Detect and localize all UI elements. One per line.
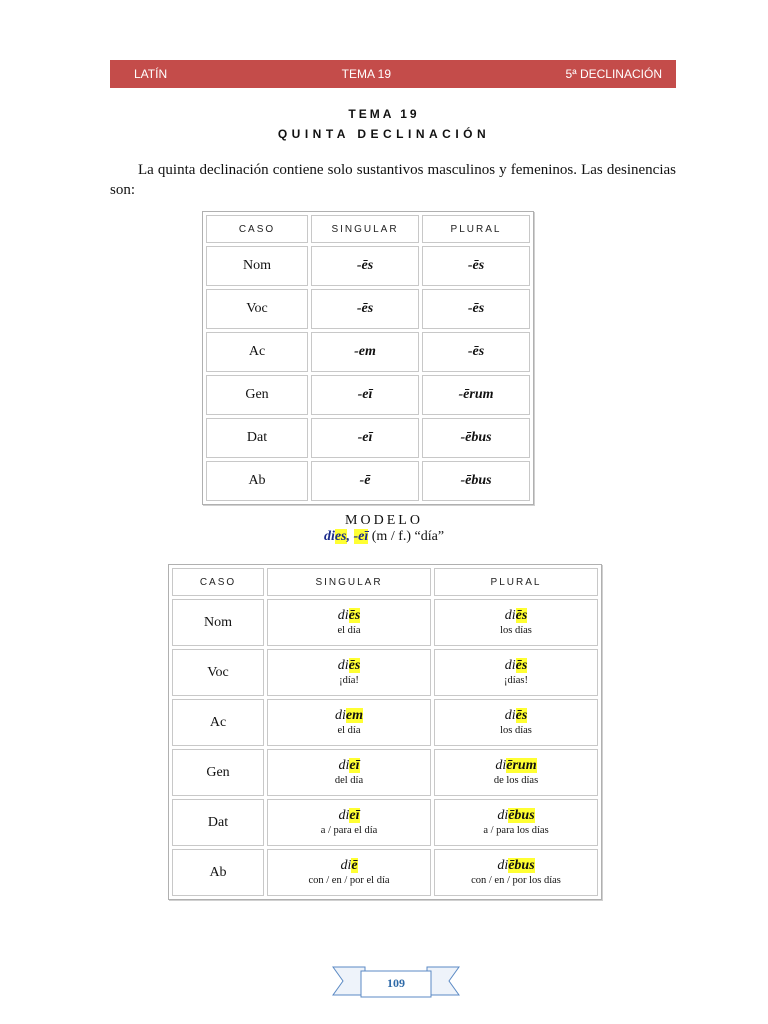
stem: di	[504, 608, 516, 623]
translation: los días	[500, 625, 532, 636]
model-paradigm-table	[168, 564, 602, 900]
translation: ¡días!	[504, 675, 528, 686]
stem: di	[337, 658, 349, 673]
singular-form-cell	[267, 799, 431, 846]
case-cell: Ab	[206, 461, 308, 501]
highlighted-ending: eī	[349, 808, 360, 823]
column-header-singular: SINGULAR	[311, 215, 419, 243]
case-cell: Nom	[206, 246, 308, 286]
plural-ending-cell: -ēs	[422, 289, 530, 329]
stem: di	[497, 808, 509, 823]
endings-table-header	[206, 215, 530, 243]
plural-ending-cell: -ēs	[422, 246, 530, 286]
case-cell: Dat	[172, 799, 264, 846]
singular-ending-cell: -em	[311, 332, 419, 372]
header-center: TEMA 19	[341, 67, 391, 81]
case-cell: Ac	[172, 699, 264, 746]
plural-form-cell	[434, 649, 598, 696]
modelo-separator: ,	[346, 529, 354, 544]
modelo-genitive-ending: -eī	[353, 529, 369, 544]
column-header-singular: SINGULAR	[267, 568, 431, 596]
modelo-word-ending: es	[334, 529, 347, 544]
page-number-ribbon	[331, 965, 461, 999]
table-row	[206, 332, 530, 372]
header-right: 5ª DECLINACIÓN	[565, 67, 662, 81]
translation: ¡día!	[339, 675, 359, 686]
stem: di	[335, 708, 346, 723]
plural-form-cell	[434, 749, 598, 796]
translation: de los días	[493, 775, 539, 786]
column-header-caso: CASO	[206, 215, 308, 243]
highlighted-ending: em	[345, 708, 363, 723]
table-row	[206, 375, 530, 415]
stem: di	[504, 708, 516, 723]
model-table-header	[172, 568, 598, 596]
singular-form-cell	[267, 749, 431, 796]
table-row	[172, 849, 598, 896]
stem: di	[497, 858, 509, 873]
page-subtitle: QUINTA DECLINACIÓN	[277, 127, 491, 141]
modelo-word-stem: di	[323, 529, 335, 544]
plural-ending-cell: -ēbus	[422, 418, 530, 458]
stem: di	[495, 758, 507, 773]
highlighted-ending: ēs	[515, 658, 528, 673]
modelo-gloss: (m / f.) “día”	[368, 529, 445, 544]
singular-ending-cell: -ē	[311, 461, 419, 501]
table-row	[172, 699, 598, 746]
case-cell: Gen	[206, 375, 308, 415]
translation: con / en / por los días	[471, 875, 561, 886]
table-row	[172, 599, 598, 646]
translation: a / para los días	[483, 825, 549, 836]
case-cell: Gen	[172, 749, 264, 796]
column-header-caso: CASO	[172, 568, 264, 596]
highlighted-ending: ēs	[515, 708, 528, 723]
modelo-heading: MODELO	[345, 513, 423, 528]
plural-form-cell	[434, 699, 598, 746]
highlighted-ending: ēbus	[508, 808, 535, 823]
page-title: TEMA 19	[348, 107, 420, 121]
table-row	[206, 461, 530, 501]
case-cell: Ac	[206, 332, 308, 372]
highlighted-ending: eī	[349, 758, 360, 773]
case-cell: Nom	[172, 599, 264, 646]
page-number: 109	[387, 976, 405, 990]
highlighted-ending: ē	[351, 858, 358, 873]
singular-form-cell	[267, 649, 431, 696]
intro-paragraph: La quinta declinación contiene solo sustantivos masculinos y femeninos. Las desinencias son:	[110, 162, 676, 198]
translation: con / en / por el día	[308, 875, 390, 886]
singular-form-cell	[267, 849, 431, 896]
table-row	[206, 246, 530, 286]
singular-ending-cell: -ēs	[311, 246, 419, 286]
table-row	[206, 418, 530, 458]
plural-form-cell	[434, 599, 598, 646]
highlighted-ending: ēs	[348, 608, 361, 623]
plural-ending-cell: -ērum	[422, 375, 530, 415]
column-header-plural: PLURAL	[434, 568, 598, 596]
stem: di	[337, 608, 349, 623]
translation: a / para el día	[320, 825, 378, 836]
case-cell: Ab	[172, 849, 264, 896]
singular-ending-cell: -ēs	[311, 289, 419, 329]
modelo-word-line	[0, 529, 768, 545]
endings-table	[202, 211, 534, 505]
table-row	[172, 799, 598, 846]
translation: el día	[337, 625, 361, 636]
table-row	[172, 749, 598, 796]
singular-ending-cell: -eī	[311, 375, 419, 415]
translation: los días	[500, 725, 532, 736]
plural-ending-cell: -ēs	[422, 332, 530, 372]
running-header	[110, 60, 676, 88]
plural-form-cell	[434, 799, 598, 846]
stem: di	[338, 758, 350, 773]
column-header-plural: PLURAL	[422, 215, 530, 243]
stem: di	[340, 858, 352, 873]
table-row	[172, 649, 598, 696]
highlighted-ending: ēbus	[508, 858, 535, 873]
stem: di	[504, 658, 516, 673]
case-cell: Voc	[206, 289, 308, 329]
highlighted-ending: ēs	[348, 658, 361, 673]
singular-ending-cell: -eī	[311, 418, 419, 458]
case-cell: Dat	[206, 418, 308, 458]
singular-form-cell	[267, 599, 431, 646]
singular-form-cell	[267, 699, 431, 746]
plural-ending-cell: -ēbus	[422, 461, 530, 501]
table-row	[206, 289, 530, 329]
highlighted-ending: ēs	[515, 608, 528, 623]
highlighted-ending: ērum	[506, 758, 537, 773]
case-cell: Voc	[172, 649, 264, 696]
translation: del día	[334, 775, 364, 786]
translation: el día	[337, 725, 361, 736]
header-left: LATÍN	[134, 67, 168, 81]
plural-form-cell	[434, 849, 598, 896]
stem: di	[338, 808, 350, 823]
